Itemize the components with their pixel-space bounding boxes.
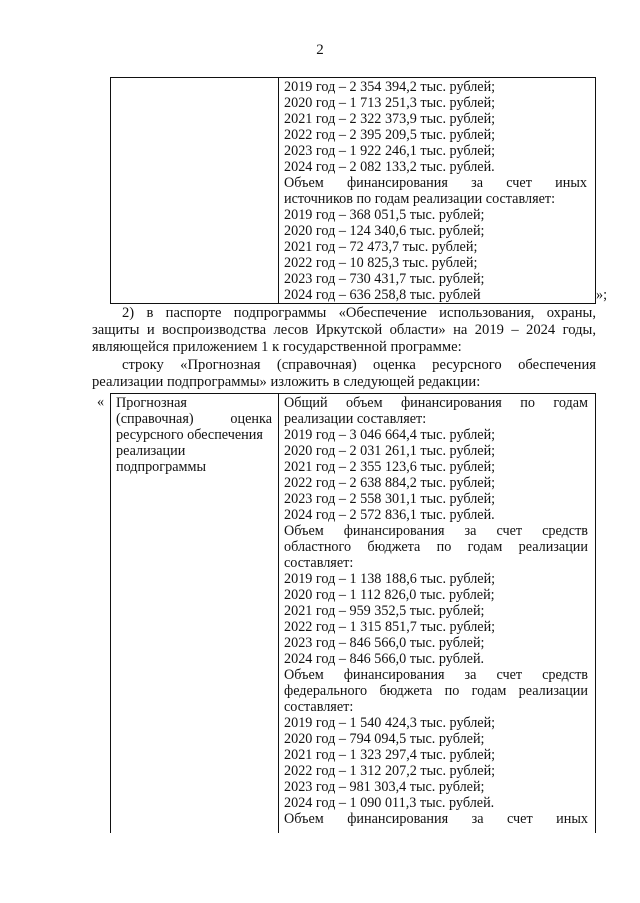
table-line: реализации составляет:	[284, 411, 427, 427]
paragraph-line: реализации подпрограммы» изложить в следующей редакции:	[92, 374, 481, 390]
table-line: Объем финансирования за счет средств	[284, 523, 588, 539]
table-column-divider	[278, 394, 279, 833]
table-line: 2022 год – 1 312 207,2 тыс. рублей;	[284, 763, 496, 779]
table-line: 2020 год – 1 713 251,3 тыс. рублей;	[284, 95, 496, 111]
table-line: (справочная) оценка	[116, 411, 272, 427]
closing-quote-mark: »;	[596, 287, 608, 303]
table-column-divider	[278, 78, 279, 303]
table-line: 2023 год – 2 558 301,1 тыс. рублей;	[284, 491, 496, 507]
table-line: федерального бюджета по годам реализации	[284, 683, 588, 699]
opening-quote-mark: «	[97, 394, 105, 410]
table-line: 2020 год – 2 031 261,1 тыс. рублей;	[284, 443, 496, 459]
funding-table-continued	[110, 77, 596, 304]
table-line: 2020 год – 1 112 826,0 тыс. рублей;	[284, 587, 495, 603]
table-line: 2021 год – 959 352,5 тыс. рублей;	[284, 603, 485, 619]
table-line: 2023 год – 981 303,4 тыс. рублей;	[284, 779, 485, 795]
table-line: 2024 год – 2 082 133,2 тыс. рублей.	[284, 159, 495, 175]
table-line: составляет:	[284, 699, 354, 715]
table-line: 2019 год – 1 138 188,6 тыс. рублей;	[284, 571, 496, 587]
table-line: 2019 год – 2 354 394,2 тыс. рублей;	[284, 79, 496, 95]
funding-table-new	[110, 393, 596, 833]
table-line: 2024 год – 2 572 836,1 тыс. рублей.	[284, 507, 495, 523]
table-line: ресурсного обеспечения	[116, 427, 263, 443]
table-line: 2020 год – 124 340,6 тыс. рублей;	[284, 223, 485, 239]
instruction-paragraph	[92, 357, 596, 391]
table-left-cell	[116, 395, 272, 475]
table-line: 2019 год – 3 046 664,4 тыс. рублей;	[284, 427, 496, 443]
table-line: 2022 год – 10 825,3 тыс. рублей;	[284, 255, 478, 271]
paragraph-line: защиты и воспроизводства лесов Иркутской области» на 2019 – 2024 годы,	[92, 322, 596, 338]
table-line: областного бюджета по годам реализации	[284, 539, 588, 555]
table-line: 2023 год – 730 431,7 тыс. рублей;	[284, 271, 485, 287]
table-right-cell	[284, 79, 587, 303]
table-line: 2020 год – 794 094,5 тыс. рублей;	[284, 731, 485, 747]
table-line: Общий объем финансирования по годам	[284, 395, 588, 411]
table-line: 2023 год – 846 566,0 тыс. рублей;	[284, 635, 485, 651]
table-line: составляет:	[284, 555, 354, 571]
table-line: 2019 год – 1 540 424,3 тыс. рублей;	[284, 715, 496, 731]
table-line: 2021 год – 1 323 297,4 тыс. рублей;	[284, 747, 496, 763]
table-line: Объем финансирования за счет средств	[284, 667, 588, 683]
table-line: Объем финансирования за счет иных	[284, 811, 588, 827]
amendment-paragraph	[92, 305, 596, 356]
table-line: 2024 год – 1 090 011,3 тыс. рублей.	[284, 795, 495, 811]
table-line: 2024 год – 636 258,8 тыс. рублей	[284, 287, 481, 303]
paragraph-line: строку «Прогнозная (справочная) оценка ресурсного обеспечения	[122, 357, 596, 373]
table-line: Прогнозная	[116, 395, 187, 411]
table-line: подпрограммы	[116, 459, 206, 475]
table-line: реализации	[116, 443, 186, 459]
page-number: 2	[316, 42, 324, 58]
table-line: 2022 год – 2 395 209,5 тыс. рублей;	[284, 127, 496, 143]
table-line: 2021 год – 72 473,7 тыс. рублей;	[284, 239, 478, 255]
table-line: 2021 год – 2 322 373,9 тыс. рублей;	[284, 111, 496, 127]
paragraph-line: являющейся приложением 1 к государственной программе:	[92, 339, 462, 355]
table-line: 2024 год – 846 566,0 тыс. рублей.	[284, 651, 485, 667]
table-line: 2019 год – 368 051,5 тыс. рублей;	[284, 207, 485, 223]
table-line: 2022 год – 2 638 884,2 тыс. рублей;	[284, 475, 496, 491]
table-right-cell	[284, 395, 588, 827]
table-line: 2021 год – 2 355 123,6 тыс. рублей;	[284, 459, 496, 475]
table-line: Объем финансирования за счет иных	[284, 175, 587, 191]
table-line: источников по годам реализации составляет:	[284, 191, 556, 207]
table-line: 2022 год – 1 315 851,7 тыс. рублей;	[284, 619, 496, 635]
table-line: 2023 год – 1 922 246,1 тыс. рублей;	[284, 143, 496, 159]
paragraph-line: 2) в паспорте подпрограммы «Обеспечение использования, охраны,	[122, 305, 596, 321]
